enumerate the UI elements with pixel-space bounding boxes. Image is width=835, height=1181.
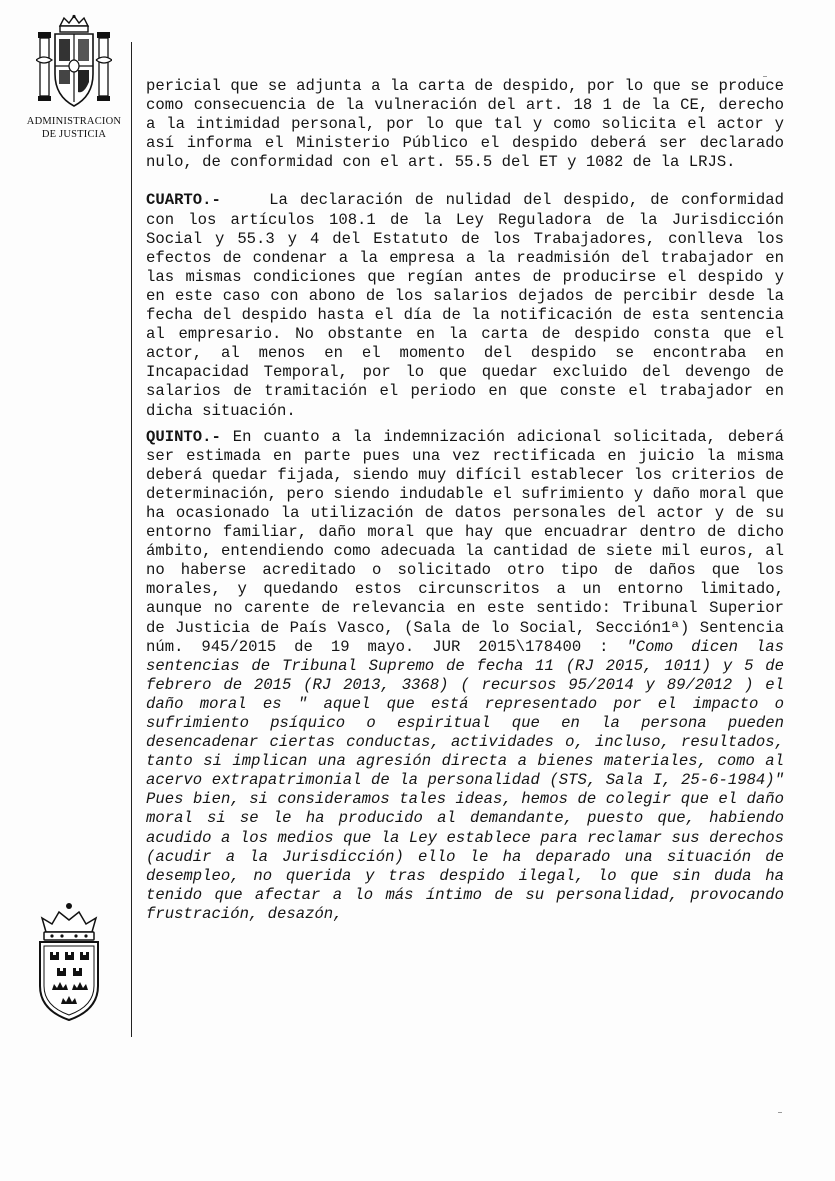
paragraph-cuarto [146, 191, 784, 420]
scan-mark [778, 1112, 782, 1113]
murcia-crest-icon [32, 902, 106, 1022]
justicia-label: DE JUSTICIA [41, 129, 107, 140]
administracion-label: ADMINISTRACION [26, 116, 122, 127]
spain-coat-of-arms [24, 14, 124, 154]
paragraph-quinto-quote: "Como dicen las sentencias de Tribunal Supremo de fecha 11 (RJ 2015, 1011) y 5 de febrero de 2015 (RJ 2013, 3368) ( recursos 95/2014 y 89/2012 ) el daño moral es " aquel que está representado por el impacto o sufrimiento psíquico o espiritual que en la persona pueden desencadenar ciertas conductas, actividades o, incluso, resultados, tanto si implican una agresión directa a bienes materiales, como al acervo extrapatrimonial de la personalidad (STS, Sala I, 25-6-1984)" Pues bien, si consideramos tales ideas, hemos de colegir que el daño moral si se le ha producido al demandante, puesto que, habiendo acudido a los medios que la Ley establece para reclamar sus derechos (acudir a la Jurisdicción) ello le ha deparado una situación de desempleo, no querida y tras despido ilegal, lo que sin duda ha tenido que afectar a lo más íntimo de su personalidad, provocando frustración, desazón, [146, 637, 784, 923]
judgment-body [146, 77, 784, 924]
spain-crest-icon [36, 14, 112, 114]
paragraph-quinto [146, 428, 784, 924]
paragraph-cuarto-text: La declaración de nulidad del despido, de conformidad con los artículos 108.1 de la Ley Reguladora de la Jurisdicción Social y 55.3 y 4 del Estatuto de los Trabajadores, conlleva los efectos de condenar a la empresa a la readmisión del trabajador en las mismas condiciones que regían antes de producirse el despido y en este caso con abono de los salarios dejados de percibir desde la fecha del despido hasta el día de la notificación de esta sentencia al empresario. No obstante en la carta de despido consta que el actor, al menos en el momento del despido se encontraba en Incapacidad Temporal, por lo que quedar excluido del devengo de salarios de tramitación el periodo en que conste el trabajador en dicha situación. [146, 191, 784, 420]
paragraph-continuation: pericial que se adjunta a la carta de despido, por lo que se produce como consecuencia de la vulneración del art. 18 1 de la CE, derecho a la intimidad personal, por lo que tal y como solicita el actor y así informa el Ministerio Público el despido deberá ser declarado nulo, de conformidad con el art. 55.5 del ET y 1082 de la LRJS. [146, 77, 784, 172]
murcia-coat-of-arms [32, 902, 106, 1022]
heading-cuarto: CUARTO.- [146, 191, 221, 210]
paragraph-quinto-text: En cuanto a la indemnización adicional solicitada, deberá ser estimada en parte pues una vez rectificada en juicio la misma deberá quedar fijada, siendo muy difícil establecer los criterios de determinación, pero siendo indudable el sufrimiento y daño moral que ha ocasionado la utilización de datos personales del actor y de su entorno familiar, daño moral que hay que encuadrar dentro de dicho ámbito, entendiendo como adecuada la cantidad de siete mil euros, al no haberse acreditado o solicitado otro tipo de daños que los morales, y quedando estos circunscritos a un entorno limitado, aunque no carente de relevancia en este sentido: Tribunal Superior de Justicia de País Vasco, (Sala de lo Social, Sección1ª) Sentencia núm. 945/2015 de 19 mayo. JUR 2015\178400 : [146, 427, 784, 656]
margin-rule [131, 42, 132, 1037]
heading-quinto: QUINTO.- [146, 427, 221, 446]
